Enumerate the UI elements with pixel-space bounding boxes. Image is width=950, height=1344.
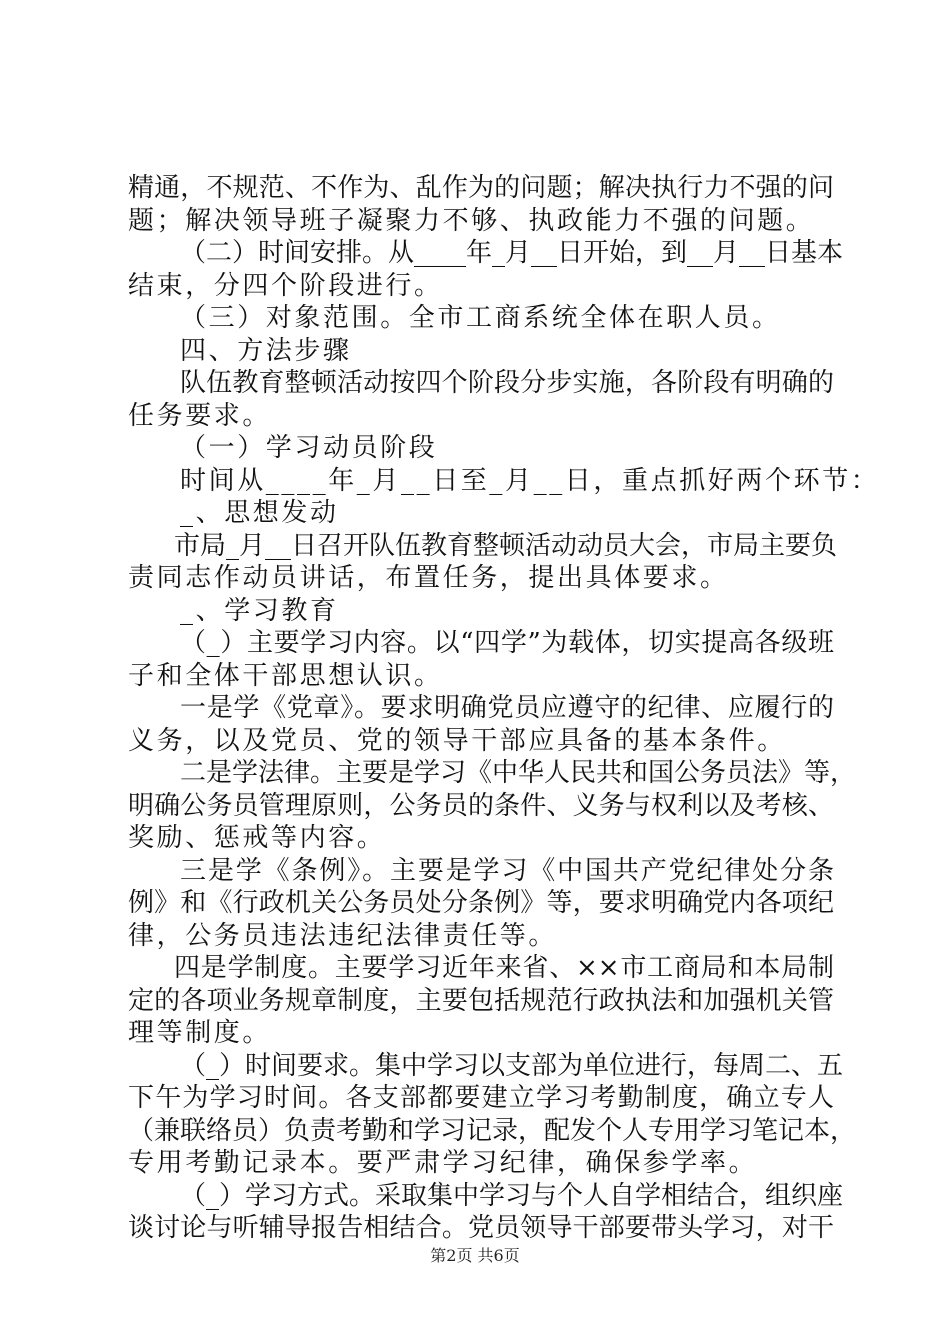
text-line: （_）主要学习内容。以“四学”为载体，切实提高各级班 bbox=[180, 628, 834, 658]
text-line: 一是学《党章》。要求明确党员应遵守的纪律、应履行的 bbox=[180, 693, 834, 723]
text-line: 义务，以及党员、党的领导干部应具备的基本条件。 bbox=[128, 725, 786, 756]
text-line: （_）学习方式。采取集中学习与个人自学相结合，组织座 bbox=[180, 1180, 844, 1211]
text-line: 责同志作动员讲话，布置任务，提出具体要求。 bbox=[128, 563, 729, 593]
text-line: 定的各项业务规章制度，主要包括规范行政执法和加强机关管 bbox=[128, 985, 834, 1016]
text-line: 精通，不规范、不作为、乱作为的问题；解决执行力不强的问 bbox=[128, 173, 834, 203]
text-line: （二）时间安排。从____年_月__日开始，到__月__日基本 bbox=[180, 238, 844, 268]
text-line: （兼联络员）负责考勤和学习记录，配发个人专用学习笔记本， bbox=[128, 1115, 857, 1146]
text-line: （_）时间要求。集中学习以支部为单位进行，每周二、五 bbox=[180, 1050, 844, 1081]
text-line: 市局_月__日召开队伍教育整顿活动动员大会，市局主要负 bbox=[174, 530, 838, 561]
text-line: （三）对象范围。全市工商系统全体在职人员。 bbox=[180, 303, 781, 333]
text-line: 任务要求。 bbox=[128, 400, 272, 431]
subsection-heading: _、思想发动 bbox=[180, 498, 339, 528]
document-body bbox=[128, 172, 880, 1245]
page-number-footer: 第2页 共6页 bbox=[430, 1246, 520, 1265]
text-line: 奖励、惩戒等内容。 bbox=[128, 823, 386, 853]
text-line: 四是学制度。主要学习近年来省、××市工商局和本局制 bbox=[174, 953, 834, 983]
text-line: 三是学《条例》。主要是学习《中国共产党纪律处分条 bbox=[180, 855, 834, 886]
text-line: 例》和《行政机关公务员处分条例》等，要求明确党内各项纪 bbox=[128, 888, 834, 918]
text-line: 结束，分四个阶段进行。 bbox=[128, 270, 443, 301]
text-line: 理等制度。 bbox=[128, 1018, 272, 1048]
text-line: 子和全体干部思想认识。 bbox=[128, 660, 443, 691]
subsection-heading: _、学习教育 bbox=[180, 595, 339, 626]
text-line: 时间从____年_月__日至_月__日，重点抓好两个环节： bbox=[180, 465, 880, 496]
text-line: 明确公务员管理原则，公务员的条件、义务与权利以及考核、 bbox=[128, 790, 834, 821]
subsection-heading: （一）学习动员阶段 bbox=[180, 433, 438, 463]
text-line: 题；解决领导班子凝聚力不够、执政能力不强的问题。 bbox=[128, 205, 815, 236]
text-line: 下午为学习时间。各支部都要建立学习考勤制度，确立专人 bbox=[128, 1083, 834, 1113]
text-line: 律，公务员违法违纪法律责任等。 bbox=[128, 920, 558, 951]
text-line: 二是学法律。主要是学习《中华人民共和国公务员法》等， bbox=[180, 758, 857, 788]
text-line: 谈讨论与听辅导报告相结合。党员领导干部要带头学习，对干 bbox=[128, 1213, 834, 1243]
section-heading: 四、方法步骤 bbox=[180, 335, 352, 366]
text-line: 专用考勤记录本。要严肃学习纪律，确保参学率。 bbox=[128, 1148, 758, 1178]
text-line: 队伍教育整顿活动按四个阶段分步实施，各阶段有明确的 bbox=[180, 368, 834, 398]
